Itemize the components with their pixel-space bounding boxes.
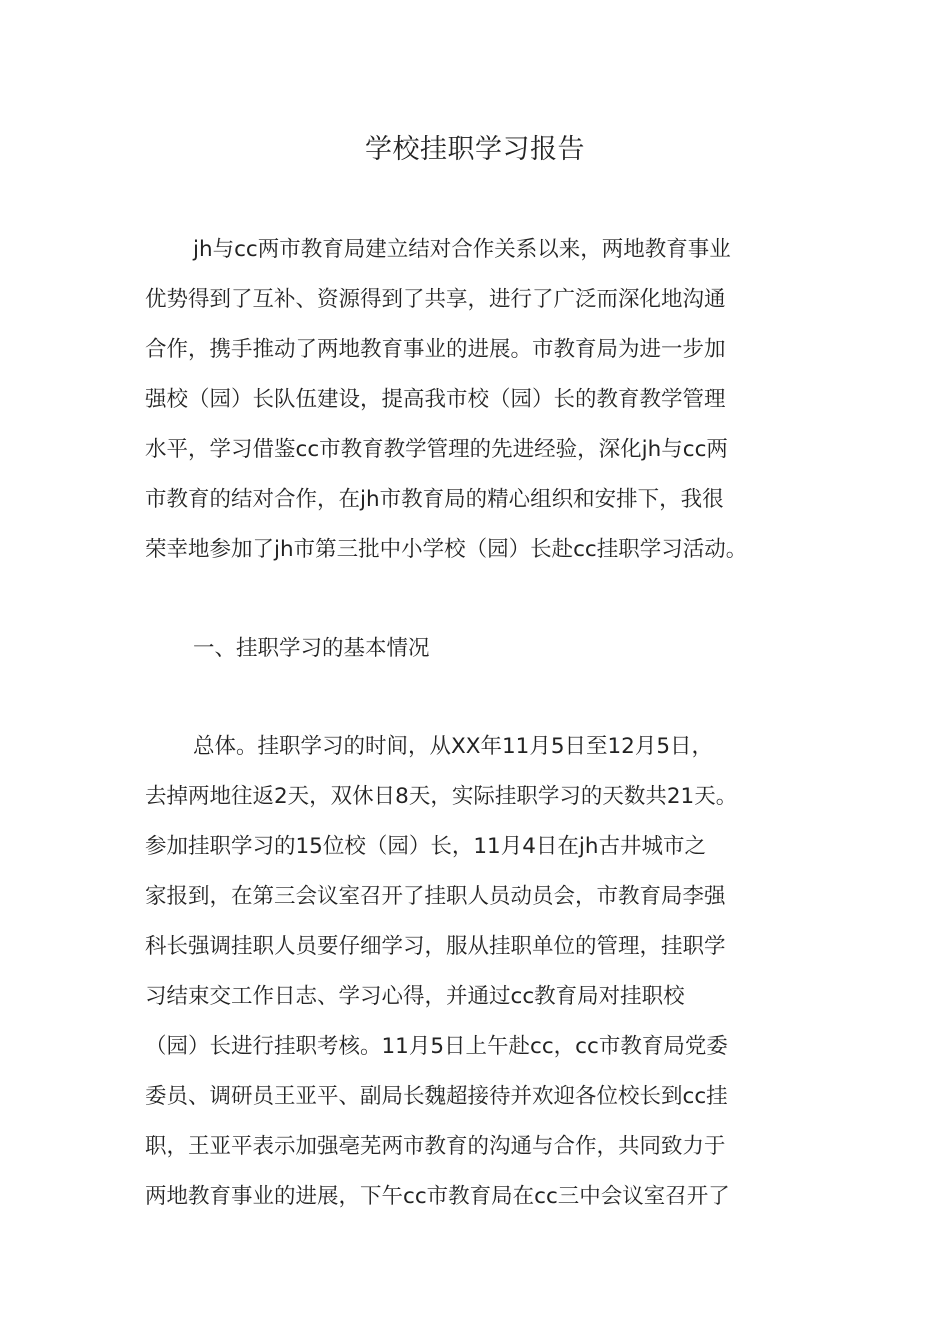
paragraph-line: 习结束交工作日志、学习心得，并通过cc教育局对挂职校 <box>145 984 685 1009</box>
paragraph-line: 市教育的结对合作，在jh市教育局的精心组织和安排下，我很 <box>145 487 724 512</box>
paragraph-line: 水平，学习借鉴cc市教育教学管理的先进经验，深化jh与cc两 <box>145 437 728 462</box>
paragraph-line: 合作，携手推动了两地教育事业的进展。市教育局为进一步加 <box>145 337 726 362</box>
paragraph-line: 科长强调挂职人员要仔细学习，服从挂职单位的管理，挂职学 <box>145 934 726 959</box>
paragraph-line: 参加挂职学习的15位校（园）长，11月4日在jh古井城市之 <box>145 834 706 859</box>
section-heading: 一、挂职学习的基本情况 <box>193 636 430 661</box>
document-title: 学校挂职学习报告 <box>365 134 585 165</box>
paragraph-line: jh与cc两市教育局建立结对合作关系以来，两地教育事业 <box>193 237 731 262</box>
paragraph-line: 荣幸地参加了jh市第三批中小学校（园）长赴cc挂职学习活动。 <box>145 537 748 562</box>
paragraph-line: 强校（园）长队伍建设，提高我市校（园）长的教育教学管理 <box>145 387 726 412</box>
paragraph-line: 家报到，在第三会议室召开了挂职人员动员会，市教育局李强 <box>145 884 726 909</box>
paragraph-line: 职，王亚平表示加强亳芜两市教育的沟通与合作，共同致力于 <box>145 1134 726 1159</box>
paragraph-line: 两地教育事业的进展，下午cc市教育局在cc三中会议室召开了 <box>145 1184 730 1209</box>
paragraph-line: 委员、调研员王亚平、副局长魏超接待并欢迎各位校长到cc挂 <box>145 1084 728 1109</box>
paragraph-line: 去掉两地往返2天，双休日8天，实际挂职学习的天数共21天。 <box>145 784 738 809</box>
paragraph-line: 优势得到了互补、资源得到了共享，进行了广泛而深化地沟通 <box>145 287 726 312</box>
paragraph-line: （园）长进行挂职考核。11月5日上午赴cc，cc市教育局党委 <box>145 1034 728 1059</box>
paragraph-line: 总体。挂职学习的时间，从XX年11月5日至12月5日， <box>193 734 714 759</box>
